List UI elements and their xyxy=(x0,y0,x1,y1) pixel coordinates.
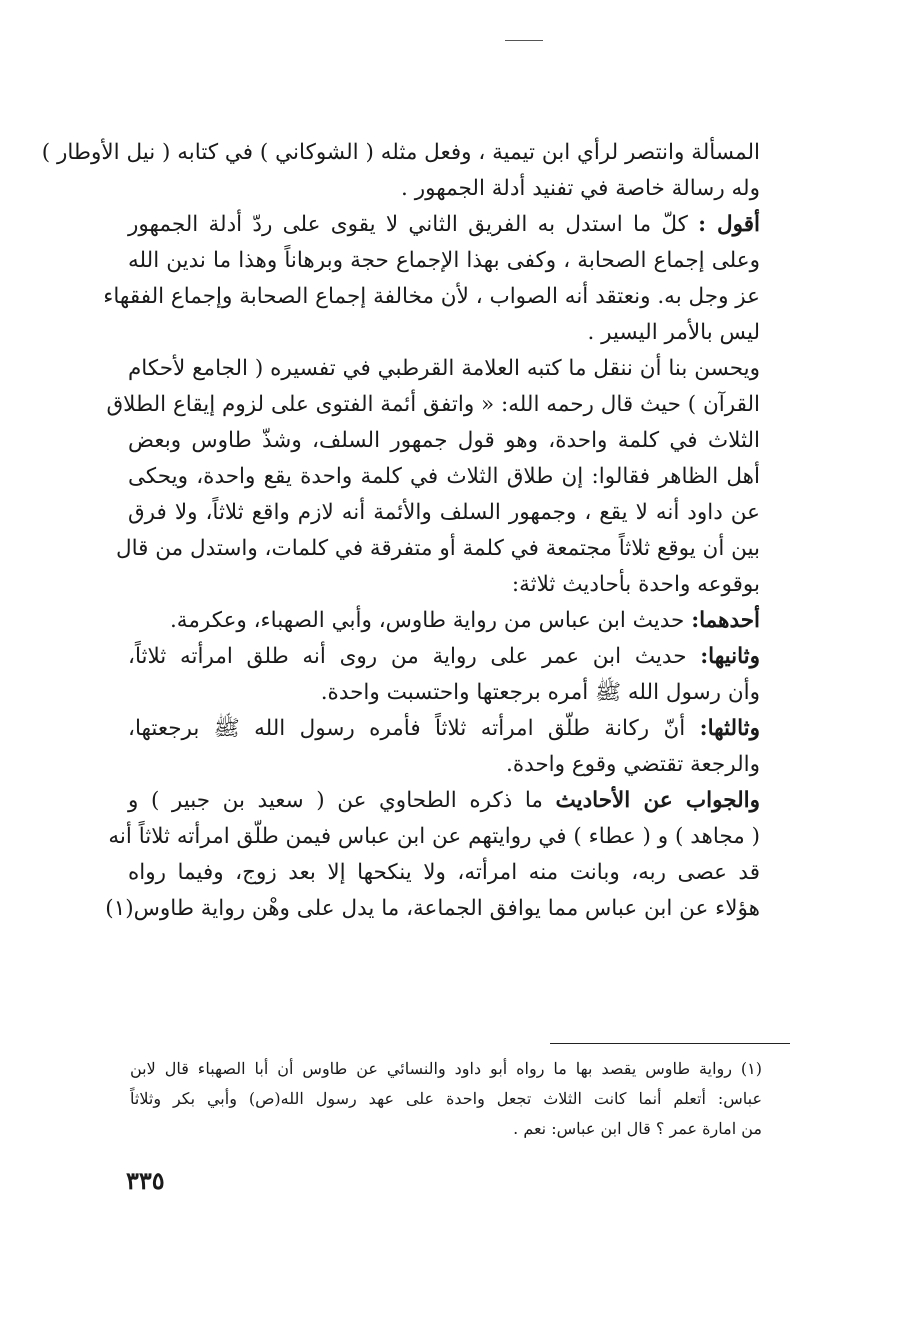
paragraph-3 xyxy=(106,351,760,603)
paragraph-5 xyxy=(128,639,760,711)
paragraph-6 xyxy=(128,711,760,783)
text-line: المسألة وانتصر لرأي ابن تيمية ، وفعل مثله ( الشوكاني ) في كتابه ( نيل الأوطار ) xyxy=(41,140,760,165)
paragraph-lead: وثانيها: xyxy=(700,644,760,669)
text-line: وأن رسول الله ﷺ أمره برجعتها واحتسبت واحدة. xyxy=(320,680,760,705)
text-line: وعلى إجماع الصحابة ، وكفى بهذا الإجماع حجة وبرهاناً وهذا ما ندين الله xyxy=(128,248,760,273)
text-line: ليس بالأمر اليسير . xyxy=(587,320,760,345)
body-text xyxy=(41,135,760,927)
text-line: ويحسن بنا أن ننقل ما كتبه العلامة القرطبي في تفسيره ( الجامع لأحكام xyxy=(127,356,760,381)
footnote-divider xyxy=(550,1043,790,1044)
paragraph-lead: وثالثها: xyxy=(699,716,760,741)
text-line-rest: حديث ابن عباس من رواية طاوس، وأبي الصهباء، وعكرمة. xyxy=(169,608,692,633)
paragraph-lead: أحدهما: xyxy=(691,608,760,633)
text-line: أهل الظاهر فقالوا: إن طلاق الثلاث في كلمة واحدة يقع واحدة، ويحكى xyxy=(128,464,760,489)
text-line xyxy=(128,207,760,243)
text-line-rest: ما ذكره الطحاوي عن ( سعيد بن جبير ) و xyxy=(128,788,556,813)
text-line: وله رسالة خاصة في تفنيد أدلة الجمهور . xyxy=(401,176,760,201)
text-line xyxy=(128,711,760,747)
text-line: ( مجاهد ) و ( عطاء ) في روايتهم عن ابن عباس فيمن طلّق امرأته ثلاثاً أنه xyxy=(108,824,760,849)
text-line: هؤلاء عن ابن عباس مما يوافق الجماعة، ما يدل على وهْن رواية طاوس(١) xyxy=(105,896,760,921)
paragraph-2 xyxy=(103,207,760,351)
paragraph-4 xyxy=(128,603,760,639)
page-number: ٣٣٥ xyxy=(126,1166,165,1195)
footnote-line: عباس: أتعلم أنما كانت الثلاث تجعل واحدة على عهد رسول الله(ص) وأبي بكر وثلاثاً xyxy=(130,1089,762,1108)
footnotes xyxy=(130,1054,762,1144)
text-line: والرجعة تقتضي وقوع واحدة. xyxy=(505,752,760,777)
footnote-line: من امارة عمر ؟ قال ابن عباس: نعم . xyxy=(513,1119,762,1138)
text-line: قد عصى ربه، وبانت منه امرأته، ولا ينكحها إلا بعد زوج، وفيما رواه xyxy=(128,860,760,885)
text-line: بوقوعه واحدة بأحاديث ثلاثة: xyxy=(511,572,760,597)
text-line xyxy=(128,783,760,819)
text-line-rest: كلّ ما استدل به الفريق الثاني لا يقوى على ردّ أدلة الجمهور xyxy=(128,212,699,237)
paragraph-1 xyxy=(41,135,760,207)
text-line: بين أن يوقع ثلاثاً مجتمعة في كلمة أو متفرقة في كلمات، واستدل من قال xyxy=(115,536,760,561)
text-line xyxy=(128,639,760,675)
paragraph-lead: والجواب عن الأحاديث xyxy=(555,788,760,813)
text-line-rest: حديث ابن عمر على رواية من روى أنه طلق امرأته ثلاثاً، xyxy=(128,644,701,669)
text-line: عز وجل به. ونعتقد أنه الصواب ، لأن مخالفة إجماع الصحابة وإجماع الفقهاء xyxy=(103,284,760,309)
text-line: الثلاث في كلمة واحدة، وهو قول جمهور السلف، وشذّ طاوس وبعض xyxy=(128,428,760,453)
text-line: القرآن ) حيث قال رحمه الله: « واتفق أئمة الفتوى على لزوم إيقاع الطلاق xyxy=(106,392,760,417)
text-line-rest: أنّ ركانة طلّق امرأته ثلاثاً فأمره رسول الله ﷺ برجعتها، xyxy=(128,716,700,741)
footnote-line: (١) رواية طاوس يقصد بها ما رواه أبو داود والنسائي عن طاوس أن أبا الصهباء قال لابن xyxy=(130,1059,762,1078)
text-line xyxy=(128,603,760,639)
paragraph-lead: أقول : xyxy=(698,212,760,237)
text-line: عن داود أنه لا يقع ، وجمهور السلف والأئمة أنه لازم واقع ثلاثاً، ولا فرق xyxy=(128,500,760,525)
paragraph-7 xyxy=(105,783,760,927)
header-mark xyxy=(505,40,543,41)
